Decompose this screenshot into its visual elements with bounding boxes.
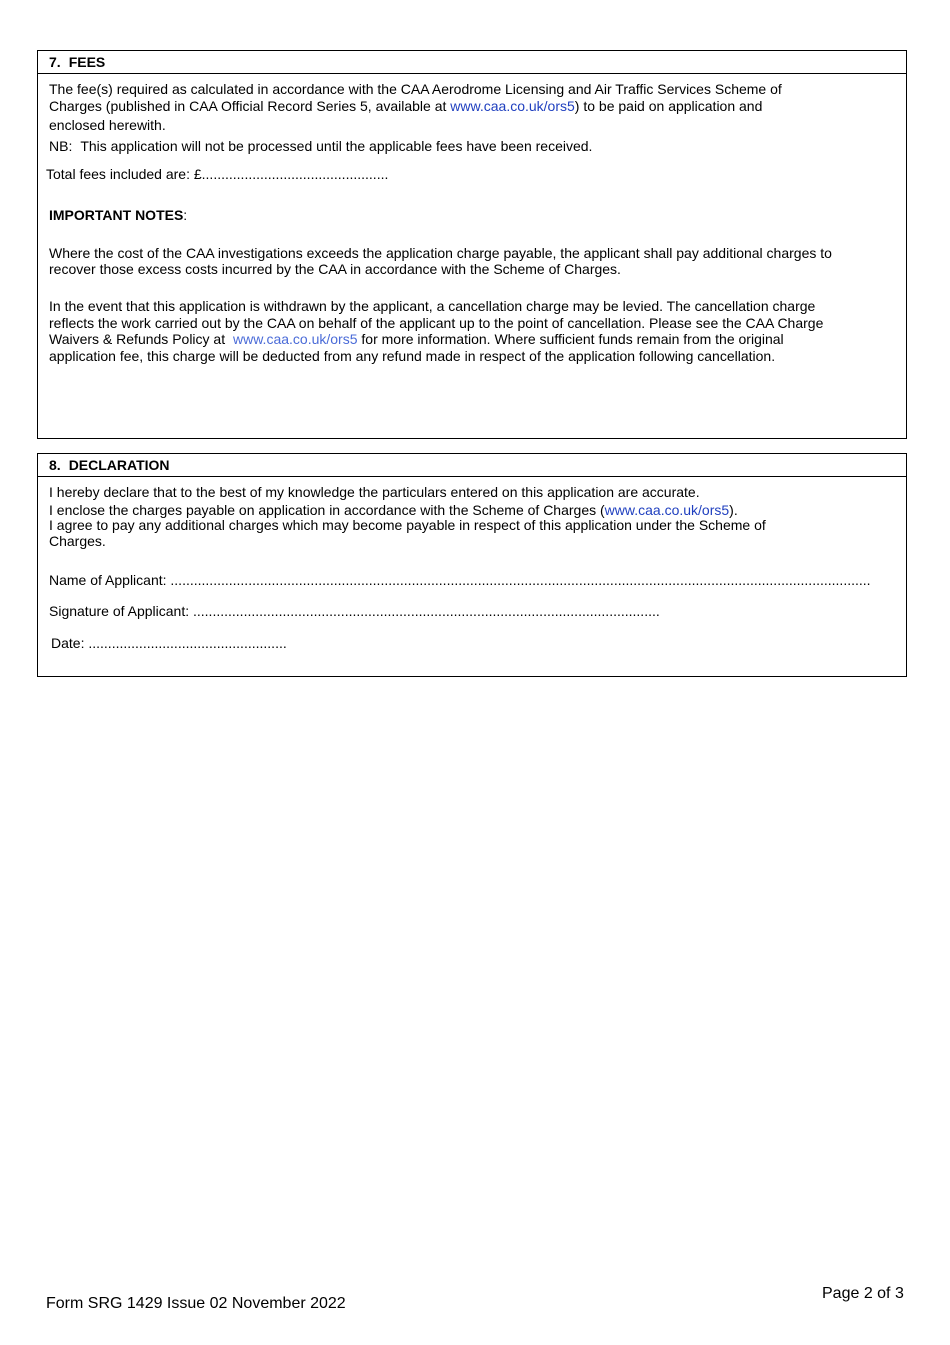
declaration-section: [37, 453, 907, 677]
nb-text: This application will not be processed until the applicable fees have been received.: [80, 138, 593, 154]
date-dots: ...................................................: [88, 635, 287, 651]
fees-paragraph-line-3: enclosed herewith.: [49, 117, 166, 133]
note-2-line-3-text: Waivers & Refunds Policy at: [49, 331, 229, 347]
note-2-line-3-text-end: for more information. Where sufficient funds remain from the original: [357, 331, 784, 347]
important-notes-colon: :: [183, 207, 188, 223]
note-2-line-1: In the event that this application is withdrawn by the applicant, a cancellation charge may be levied. The cancellation charge: [49, 298, 816, 314]
total-fees-field[interactable]: [46, 166, 388, 183]
declaration-line-1: I hereby declare that to the best of my knowledge the particulars entered on this application are accurate.: [49, 484, 700, 500]
total-fees-dots: ................................................: [201, 166, 389, 182]
declaration-section-number: 8.: [49, 457, 61, 473]
date-field[interactable]: [51, 635, 287, 652]
applicant-signature-field[interactable]: [49, 603, 660, 620]
declaration-section-title: DECLARATION: [68, 457, 170, 473]
total-fees-label: Total fees included are: £: [46, 166, 202, 182]
fees-nb-note: [49, 138, 592, 155]
note-1-line-1: Where the cost of the CAA investigations exceeds the application charge payable, the applicant shall pay additional charges to: [49, 245, 832, 261]
note-2-line-4: application fee, this charge will be deducted from any refund made in respect of the application following cancellation.: [49, 348, 776, 364]
fees-line-2-text-end: ) to be paid on application and: [574, 98, 763, 114]
fees-line-2-text: Charges (published in CAA Official Record Series 5, available at: [49, 98, 451, 114]
nb-label: NB:: [49, 138, 73, 154]
declaration-line-2-text-end: ).: [729, 502, 738, 518]
form-identifier: Form SRG 1429 Issue 02 November 2022: [46, 1295, 346, 1312]
applicant-name-field[interactable]: [49, 572, 871, 589]
applicant-name-label: Name of Applicant:: [49, 572, 171, 588]
ors5-link[interactable]: www.caa.co.uk/ors5: [450, 98, 575, 114]
date-label: Date:: [51, 635, 89, 651]
declaration-header: [38, 454, 906, 477]
note-2-line-3: [49, 331, 784, 348]
scheme-of-charges-link[interactable]: www.caa.co.uk/ors5: [604, 502, 730, 518]
applicant-signature-label: Signature of Applicant:: [49, 603, 193, 619]
declaration-line-3: I agree to pay any additional charges which may become payable in respect of this application under the Scheme of: [49, 517, 766, 533]
applicant-name-dots: ....................................................................................................................................................................................: [170, 572, 871, 588]
fees-header: [38, 51, 906, 74]
fees-section: [37, 50, 907, 439]
important-notes-heading: [49, 207, 187, 224]
important-notes-title: IMPORTANT NOTES: [49, 207, 184, 223]
fees-paragraph-line-1: The fee(s) required as calculated in accordance with the CAA Aerodrome Licensing and Air Traffic Services Scheme of: [49, 81, 782, 97]
applicant-signature-dots: ........................................................................................................................: [193, 603, 660, 619]
declaration-line-4: Charges.: [49, 533, 106, 549]
fees-section-title: FEES: [68, 54, 106, 70]
note-1-line-2: recover those excess costs incurred by the CAA in accordance with the Scheme of Charges.: [49, 261, 621, 277]
fees-paragraph-line-2: [49, 98, 762, 115]
fees-section-number: 7.: [49, 54, 61, 70]
refunds-policy-link[interactable]: www.caa.co.uk/ors5: [233, 331, 358, 347]
declaration-line-2-text: I enclose the charges payable on application in accordance with the Scheme of Charges (: [49, 502, 605, 518]
note-2-line-2: reflects the work carried out by the CAA on behalf of the applicant up to the point of cancellation. Please see the CAA Charge: [49, 315, 824, 331]
page-number: Page 2 of 3: [822, 1285, 904, 1302]
